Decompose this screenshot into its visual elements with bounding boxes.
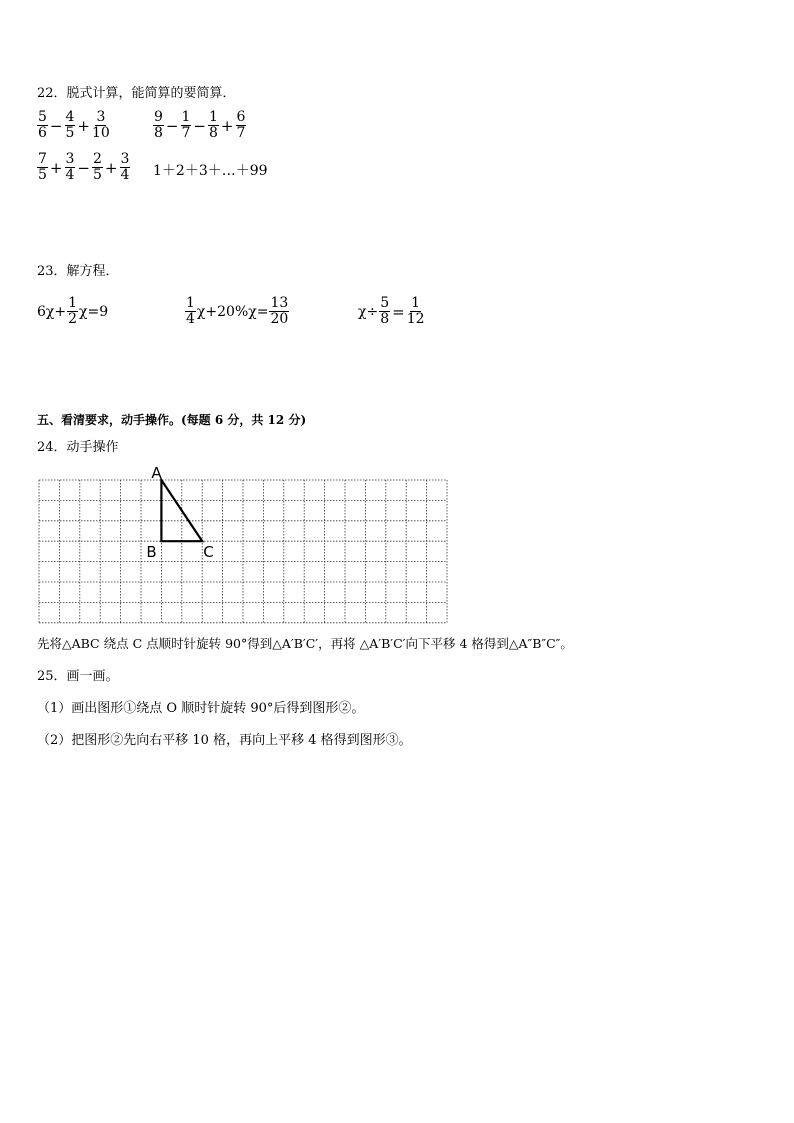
numerator: 9 [154, 109, 163, 125]
denominator: 8 [154, 125, 163, 141]
denominator: 20 [270, 311, 289, 327]
q25-item1: （1）画出图形①绕点 O 顺时针旋转 90°后得到图形②。 [37, 701, 365, 716]
fraction [185, 296, 196, 327]
q24-instruction: 先将△ABC 绕点 C 点顺时针旋转 90°得到△A′B′C′，再将 △A′B′C′向下平移 4 格得到△A″B″C″。 [37, 636, 573, 651]
numerator: 3 [65, 151, 75, 167]
numerator: 2 [93, 151, 102, 167]
denominator: 7 [181, 125, 191, 141]
q22-expr2 [152, 110, 247, 141]
expr-operator: 6χ+ [37, 303, 67, 320]
denominator: 4 [120, 167, 130, 183]
expr-operator: + [49, 158, 63, 177]
denominator: 4 [65, 167, 75, 183]
denominator: 12 [406, 311, 425, 327]
q25-item2: （2）把图形②先向右平移 10 格，再向上平移 4 格得到图形③。 [37, 733, 412, 748]
fraction [269, 296, 289, 327]
q24-title: 24．动手操作 [37, 440, 119, 455]
fraction [37, 152, 48, 183]
dotted-grid [39, 480, 447, 623]
expr-operator: + [104, 158, 118, 177]
fraction [208, 110, 219, 141]
fraction [236, 110, 247, 141]
denominator: 5 [38, 167, 47, 183]
fraction [407, 296, 425, 327]
expr-operator: − [193, 116, 206, 135]
expr-operator: χ=9 [79, 303, 109, 320]
fraction [67, 296, 78, 327]
numerator: 3 [120, 151, 130, 167]
fraction [92, 110, 110, 141]
q22-expr1 [36, 110, 111, 141]
expr-operator: + [220, 116, 234, 135]
numerator: 1 [186, 295, 195, 311]
numerator: 5 [38, 109, 47, 125]
q25-title: 25．画一画。 [37, 669, 119, 684]
q22-title: 22．脱式计算，能简算的要简算． [37, 86, 236, 101]
fraction [37, 110, 48, 141]
expr-operator: + [77, 116, 90, 135]
denominator: 8 [380, 311, 390, 327]
numerator: 7 [38, 151, 47, 167]
vertex-label-a: A [151, 464, 162, 482]
numerator: 13 [270, 295, 289, 311]
denominator: 7 [236, 125, 246, 141]
denominator: 5 [65, 125, 75, 141]
section5-heading: 五、看清要求，动手操作。(每题 6 分，共 12 分) [37, 413, 307, 427]
fraction [65, 110, 76, 141]
numerator: 3 [96, 109, 106, 125]
denominator: 10 [92, 125, 110, 141]
expr-operator: χ+20%χ= [196, 303, 269, 320]
fraction [181, 110, 192, 141]
fraction [153, 110, 164, 141]
q23-eq2 [184, 296, 290, 327]
expr-operator: − [77, 158, 90, 177]
expr-operator: = [392, 302, 405, 321]
fraction [92, 152, 103, 183]
q23-eq3 [358, 296, 426, 327]
fraction [65, 152, 76, 183]
denominator: 8 [209, 125, 218, 141]
q24-grid-figure [30, 460, 460, 630]
expr-operator: χ÷ [358, 303, 379, 320]
denominator: 5 [93, 167, 102, 183]
denominator: 2 [68, 311, 78, 327]
numerator: 6 [236, 109, 246, 125]
fraction [120, 152, 131, 183]
denominator: 6 [38, 125, 47, 141]
q23-eq1 [37, 296, 108, 327]
vertex-label-b: B [146, 543, 157, 562]
denominator: 4 [186, 311, 195, 327]
vertex-label-c: C [203, 543, 214, 562]
numerator: 5 [380, 295, 390, 311]
numerator: 4 [65, 109, 75, 125]
fraction [379, 296, 390, 327]
expr-operator: − [49, 116, 63, 135]
q22-expr3 [36, 152, 131, 183]
expr-operator: − [165, 116, 179, 135]
numerator: 1 [209, 109, 218, 125]
q23-title: 23．解方程． [37, 264, 119, 279]
q22-expr4: 1＋2＋3＋…＋99 [153, 163, 268, 179]
numerator: 1 [411, 295, 421, 311]
numerator: 1 [68, 295, 78, 311]
numerator: 1 [181, 109, 191, 125]
